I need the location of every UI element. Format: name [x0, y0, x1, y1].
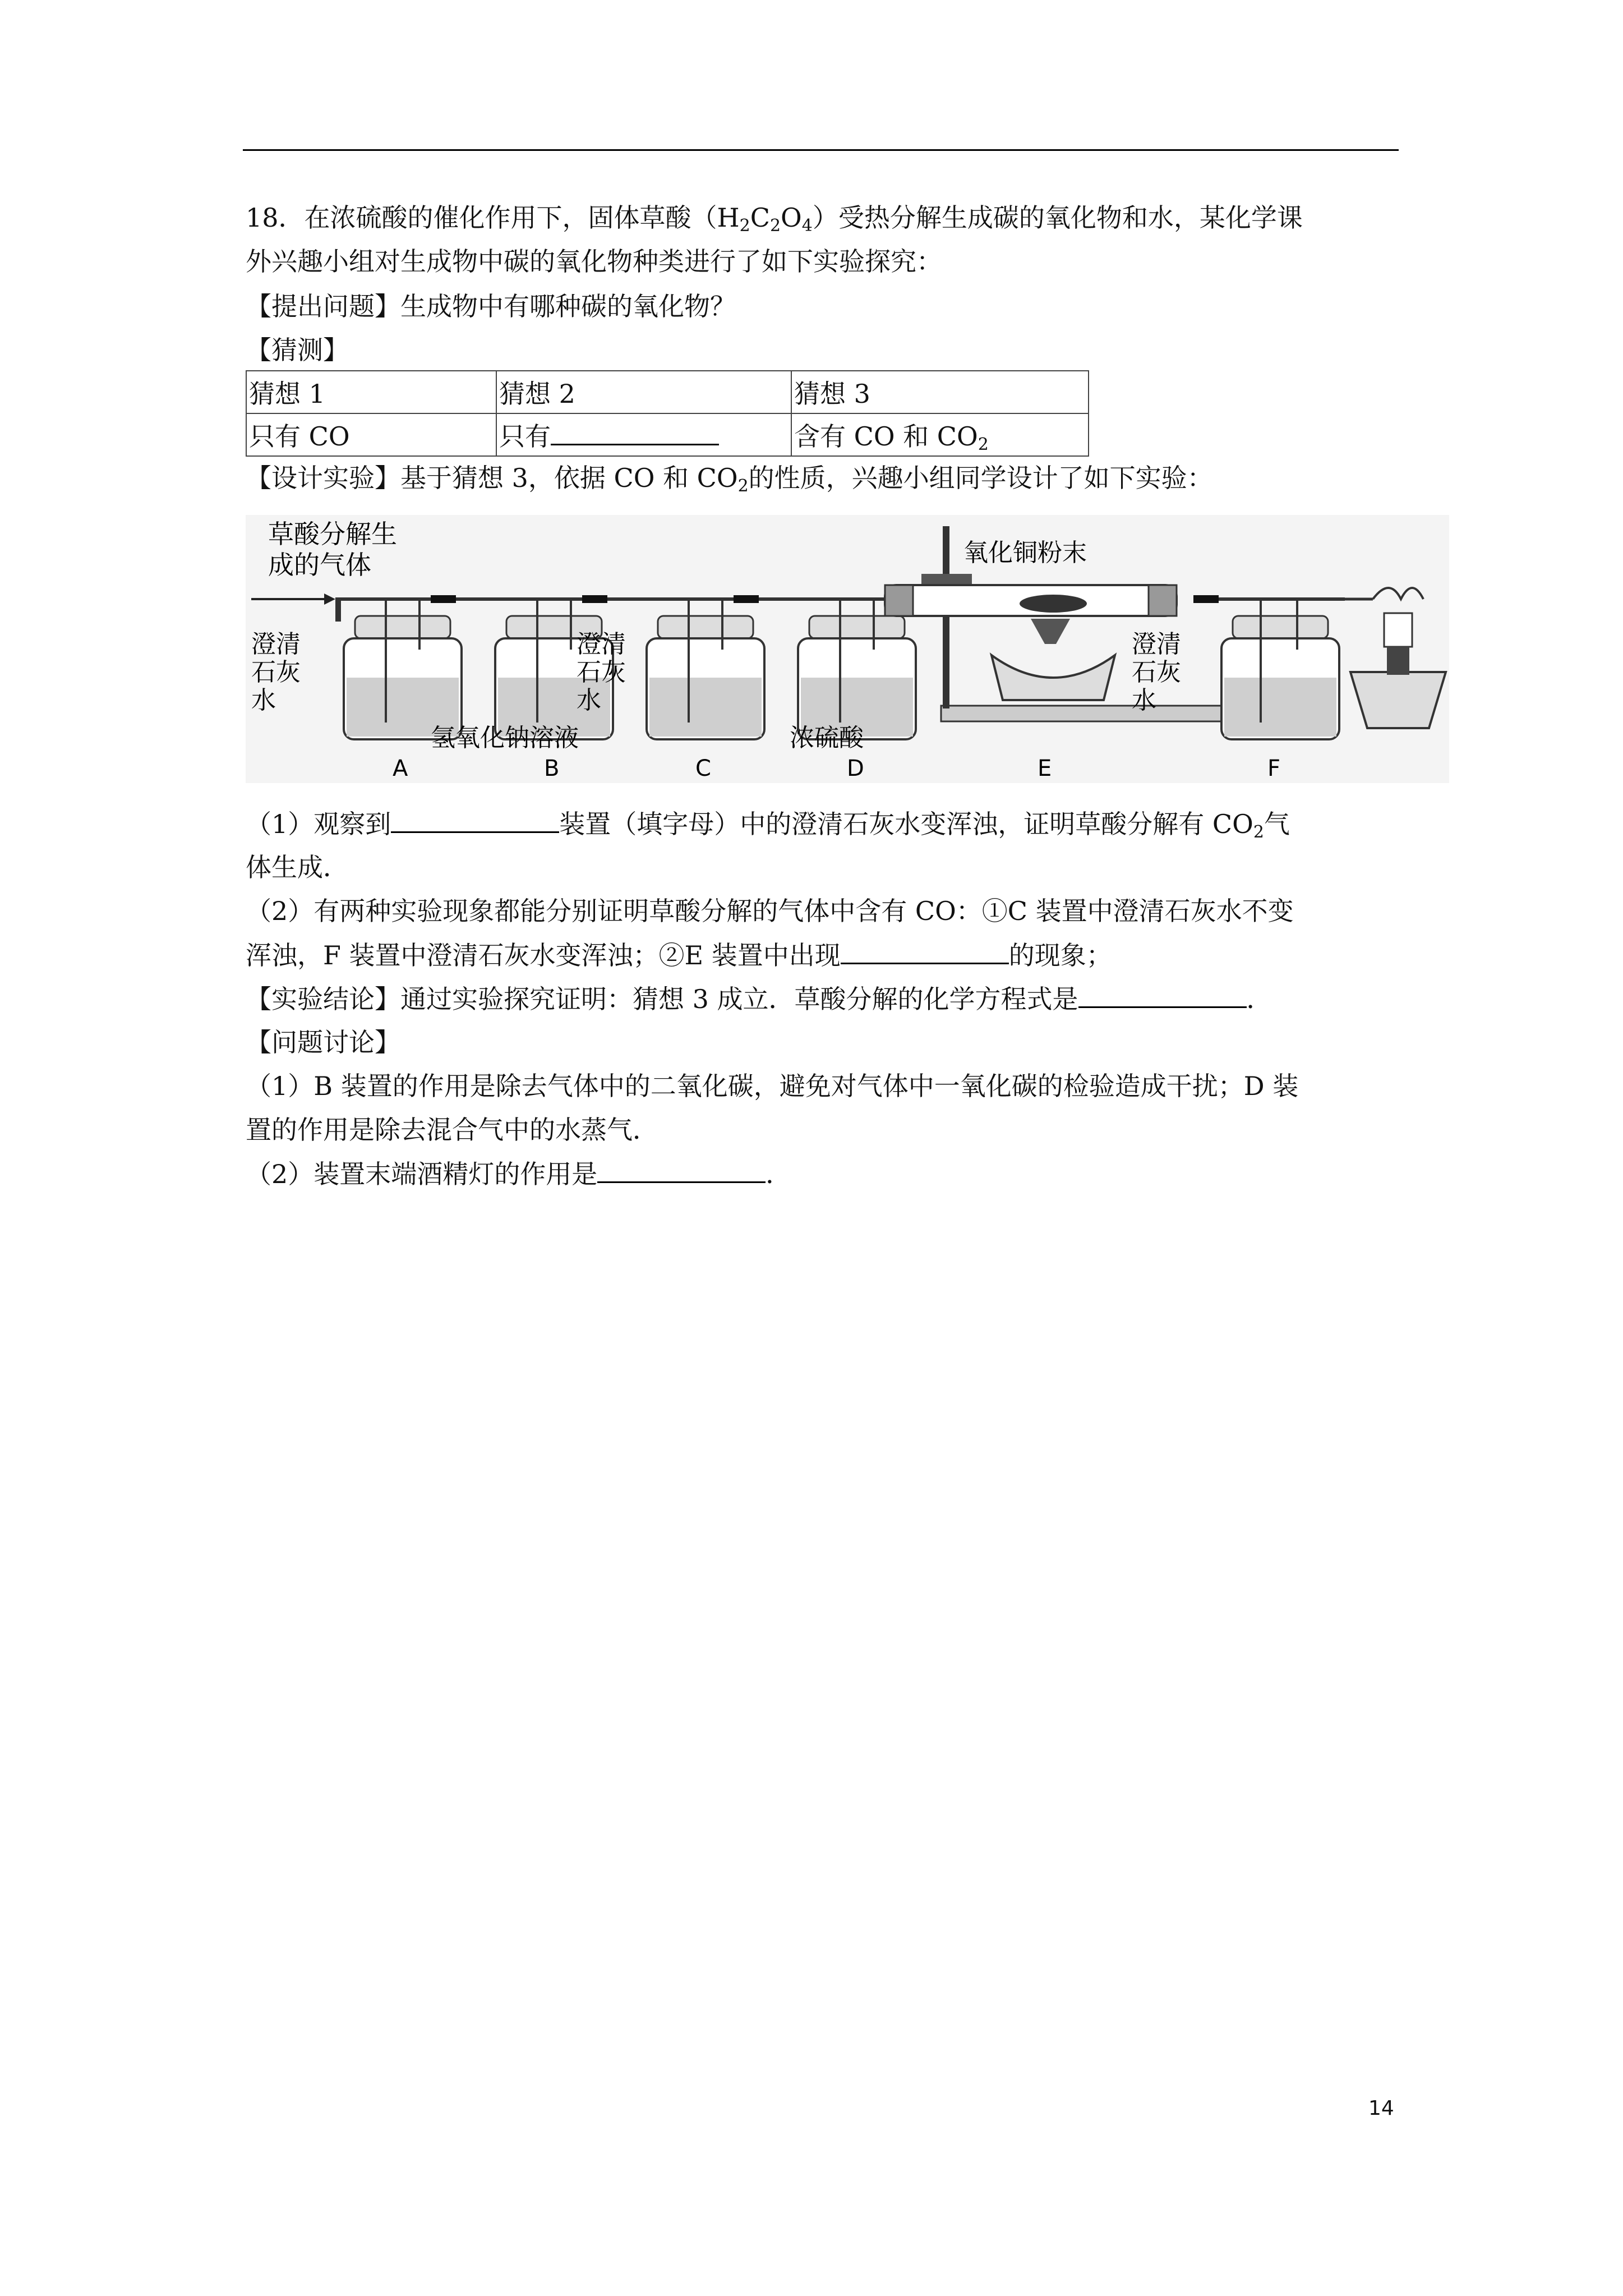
label-e: E: [1038, 756, 1052, 781]
pose-problem: 【提出问题】生成物中有哪种碳的氧化物？: [246, 291, 736, 321]
table-header-cell: 猜想 2: [496, 371, 791, 413]
guess-heading: 【猜测】: [246, 335, 349, 365]
limewater-label-a-1: 澄清: [251, 630, 301, 659]
table-header-cell: 猜想 1: [246, 371, 496, 413]
label-c: C: [695, 756, 711, 781]
header-rule: [243, 149, 1399, 151]
bottle-d: [798, 599, 916, 739]
label-a: A: [393, 756, 408, 781]
gas-label-line2: 成的气体: [268, 550, 371, 580]
limewater-label-f-1: 澄清: [1132, 630, 1181, 659]
discussion-2-line: （2）装置末端酒精灯的作用是 ．: [246, 1157, 791, 1191]
question-line-2: 外兴趣小组对生成物中碳的氧化物种类进行了如下实验探究：: [246, 246, 942, 277]
discussion-1-line-2: 置的作用是除去混合气中的水蒸气．: [246, 1115, 658, 1145]
discussion-1-line-1: （1）B 装置的作用是除去气体中的二氧化碳，避免对气体中一氧化碳的检验造成干扰；D 装: [246, 1071, 1299, 1101]
answer-blank[interactable]: [1078, 982, 1247, 1008]
q2-line-2: 浑浊，F 装置中澄清石灰水变浑浊；②E 装置中出现 的现象；: [246, 938, 1112, 972]
table-row: [246, 413, 1089, 456]
table-cell-blank: 只有: [496, 413, 791, 456]
q1-line-1: （1）观察到 装置（填字母）中的澄清石灰水变浑浊，证明草酸分解有 $CO_2$气: [246, 807, 1290, 841]
copper-oxide-label: 氧化铜粉末: [963, 539, 1087, 567]
table-header-row: [246, 371, 1089, 413]
limewater-label-c-2: 石灰: [577, 658, 626, 687]
limewater-label-c-3: 水: [577, 686, 601, 715]
q1-line-2: 体生成．: [246, 852, 349, 882]
bottle-c: [647, 599, 764, 739]
answer-blank[interactable]: [841, 938, 1009, 964]
design-experiment: 【设计实验】基于猜想 3，依据 CO 和 $CO_2$的性质，兴趣小组同学设计了如下实验：: [246, 463, 1213, 496]
h2so4-label: 浓硫酸: [790, 724, 864, 752]
limewater-label-c-1: 澄清: [577, 630, 626, 659]
copper-oxide-powder: [1020, 595, 1087, 613]
table-cell: 含有 CO 和 $CO_2$: [791, 413, 1089, 456]
limewater-label-a-3: 水: [251, 686, 276, 715]
discussion-heading: 【问题讨论】: [246, 1027, 400, 1057]
hypothesis-table: [246, 370, 1089, 457]
table-cell: 只有 CO: [246, 413, 496, 456]
conclusion-line: 【实验结论】通过实验探究证明：猜想 3 成立．草酸分解的化学方程式是 ．: [246, 982, 1272, 1016]
gas-label-line1: 草酸分解生: [268, 519, 397, 549]
page-number: 14: [1368, 2097, 1394, 2120]
answer-blank[interactable]: [391, 807, 559, 833]
label-d: D: [847, 756, 864, 781]
q2-line-1: （2）有两种实验现象都能分别证明草酸分解的气体中含有 CO：①C 装置中澄清石灰水不变: [246, 896, 1294, 926]
limewater-label-a-2: 石灰: [251, 658, 301, 687]
question-line-1: 18．在浓硫酸的催化作用下，固体草酸$(H_2C_2O_4)$受热分解生成碳的氧化物和水，某化学课: [246, 203, 1303, 236]
apparatus-figure: [246, 515, 1449, 783]
naoh-label: 氢氧化钠溶液: [431, 724, 579, 752]
answer-blank[interactable]: [551, 419, 719, 445]
label-b: B: [544, 756, 560, 781]
limewater-label-f-3: 水: [1132, 686, 1156, 715]
label-f: F: [1267, 756, 1281, 781]
bottle-f: [1221, 599, 1339, 739]
answer-blank[interactable]: [597, 1157, 766, 1183]
limewater-label-f-2: 石灰: [1132, 658, 1181, 687]
table-header-cell: 猜想 3: [791, 371, 1089, 413]
